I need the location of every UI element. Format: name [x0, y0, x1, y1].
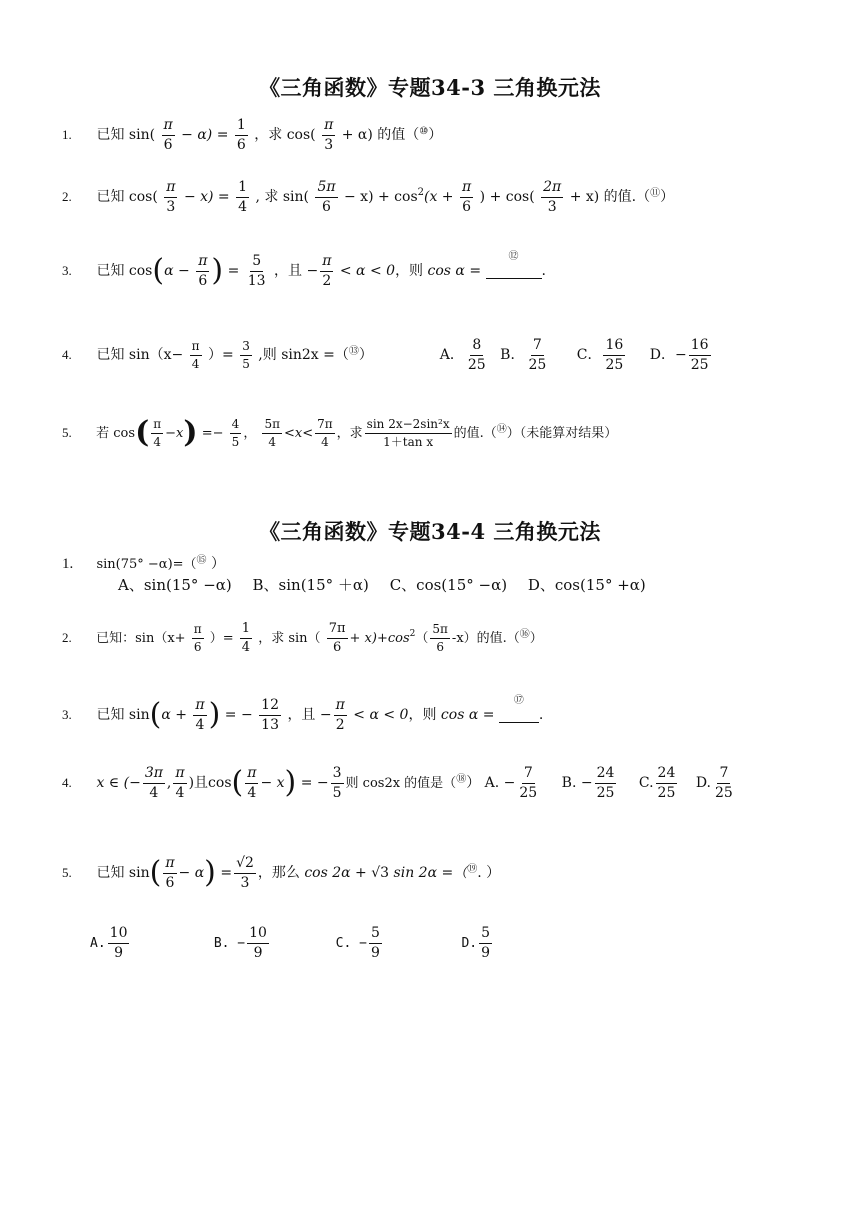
option-d[interactable]: D.	[695, 775, 712, 792]
problem-1-1	[62, 118, 830, 152]
num: π	[334, 698, 347, 716]
problem-number: 2.	[62, 629, 72, 645]
text: ，且	[287, 707, 316, 724]
text: （	[415, 630, 429, 646]
num: 24	[656, 766, 678, 784]
text: -x）的值.（	[451, 630, 520, 646]
math: − x) + cos	[344, 189, 418, 206]
fraction	[196, 254, 209, 288]
fraction	[240, 622, 252, 654]
num: 5	[369, 926, 382, 944]
math: sin(75° −α)=（	[96, 557, 197, 572]
num: 2π	[541, 180, 563, 198]
answer-blank[interactable]	[499, 695, 539, 723]
left-paren: (	[152, 253, 165, 289]
fraction	[517, 766, 539, 800]
circled-number: ⑪	[650, 188, 661, 200]
circled-number: ⑯	[519, 628, 530, 640]
den: 25	[467, 356, 486, 373]
den: 25	[596, 784, 615, 801]
num: 5π	[430, 623, 450, 639]
math: − x) =	[183, 189, 230, 206]
den: 4	[191, 356, 200, 371]
fraction	[541, 180, 563, 214]
math: 若 cos	[96, 425, 136, 441]
den: 25	[657, 784, 676, 801]
left-paren: (	[149, 855, 162, 891]
num: π	[322, 118, 335, 136]
right-paren: )	[284, 765, 297, 801]
den: 9	[370, 944, 380, 961]
fraction	[193, 698, 206, 732]
math: < α < 0	[339, 263, 396, 280]
option-a[interactable]: A、sin(15° −α)	[118, 576, 232, 594]
den: 5	[332, 784, 342, 801]
text: ）	[358, 347, 373, 364]
option-label: B. −	[213, 935, 246, 951]
math: )且	[188, 775, 209, 792]
fraction	[192, 623, 204, 653]
math: cos	[208, 775, 232, 792]
den: 25	[528, 356, 547, 373]
option-a[interactable]: A. −	[484, 775, 516, 792]
num: 5	[250, 254, 263, 272]
fraction	[334, 698, 347, 732]
num: 1	[240, 622, 252, 639]
math: α +	[161, 707, 187, 724]
num: 3π	[143, 766, 165, 784]
math: ）=	[209, 630, 234, 646]
fraction	[262, 418, 282, 448]
math: sin 2α =（	[393, 865, 468, 882]
num: sin 2x−2sin²x	[365, 418, 452, 434]
circled-number: ⑫	[508, 251, 519, 263]
problem-2-1	[62, 556, 830, 572]
den: 4	[321, 434, 329, 449]
math: sin(	[282, 189, 309, 206]
den: 13	[261, 716, 279, 733]
den: 9	[253, 944, 263, 961]
fraction	[466, 338, 488, 372]
text: ，	[243, 425, 257, 441]
math: + x) 的值.（	[569, 189, 651, 206]
den: 4	[195, 716, 205, 733]
den: 4	[247, 784, 257, 801]
math: cos α =	[440, 707, 495, 724]
num: π	[193, 698, 206, 716]
fraction	[331, 766, 344, 800]
text: , 求	[255, 189, 279, 206]
fraction	[173, 766, 186, 800]
problem-number: 2.	[62, 189, 72, 205]
den: 5	[231, 434, 240, 449]
fraction	[259, 698, 281, 732]
circled-number: ⑰	[513, 695, 524, 707]
problem-number: 1.	[62, 556, 74, 572]
option-b[interactable]: B．	[500, 347, 525, 364]
math: = −	[300, 775, 329, 792]
den: 25	[715, 784, 733, 801]
problem-1-3	[62, 251, 830, 289]
right-paren: )	[211, 253, 224, 289]
circled-number: ⑭	[496, 423, 507, 435]
math: =	[227, 263, 240, 280]
text: .	[538, 707, 544, 724]
fraction	[365, 418, 452, 448]
fraction	[320, 254, 333, 288]
fraction	[526, 338, 548, 372]
math: (x +	[424, 189, 454, 206]
answer-blank[interactable]	[486, 251, 542, 279]
math: x ∈ (−	[96, 775, 141, 792]
den: 6	[163, 136, 173, 153]
text: ，求 sin（	[258, 630, 321, 646]
den: 4	[149, 784, 159, 801]
fraction	[603, 338, 625, 372]
section-title-34-3: 《三角函数》专题34-3 三角换元法	[259, 75, 601, 100]
math: − α	[178, 865, 205, 882]
num: 10	[108, 926, 130, 944]
num: π	[162, 118, 175, 136]
math: cos α =	[427, 263, 482, 280]
num: 5π	[262, 418, 282, 434]
circled-number: ⑩	[419, 126, 429, 138]
num: 16	[603, 338, 625, 356]
den: 3	[324, 136, 334, 153]
fraction	[246, 254, 268, 288]
num: 3	[331, 766, 344, 784]
fraction	[163, 856, 176, 890]
problem-2-5	[62, 856, 830, 890]
problem-2-4	[62, 766, 830, 800]
superscript: 2	[417, 187, 424, 199]
num: π	[163, 856, 176, 874]
den: 25	[519, 784, 538, 801]
problem-2-2	[62, 622, 830, 654]
fraction	[190, 340, 202, 370]
option-d[interactable]: D、cos(15° +α)	[527, 576, 646, 594]
den: 3	[166, 198, 176, 215]
den: 6	[193, 639, 202, 654]
den: 6	[462, 198, 472, 215]
fraction	[240, 340, 252, 370]
option-d[interactable]	[461, 926, 494, 960]
section-title-34-4: 《三角函数》专题34-4 三角换元法	[259, 519, 601, 544]
fraction	[656, 766, 678, 800]
math: =−	[201, 425, 224, 441]
text: 则 cos2x 的值是（	[345, 775, 457, 791]
den: 6	[198, 272, 208, 289]
option-a[interactable]: A．	[439, 347, 464, 364]
math: cos(	[286, 127, 316, 144]
text: 已知	[96, 127, 125, 144]
fraction	[315, 418, 335, 448]
text: . ）	[477, 865, 501, 882]
num: π	[173, 766, 186, 784]
problem-number: 4.	[62, 347, 72, 363]
math: <x<	[284, 425, 314, 441]
math: − x	[260, 775, 285, 792]
num: 5	[479, 926, 492, 944]
text: ,则 sin2x =（	[258, 347, 349, 364]
num: 7π	[327, 622, 348, 639]
option-c[interactable]	[336, 926, 454, 960]
text: ，且	[274, 263, 303, 280]
den: 6	[322, 198, 331, 215]
text: ，求	[254, 127, 283, 144]
problem-number: 3.	[62, 263, 72, 279]
math: 已知：sin（x+	[96, 630, 186, 646]
num: 5π	[315, 180, 337, 198]
den: 6	[165, 874, 175, 891]
fraction	[162, 118, 175, 152]
problem-number: 3.	[62, 707, 72, 723]
fraction	[143, 766, 165, 800]
math: cos	[128, 263, 153, 280]
num: 10	[247, 926, 269, 944]
fraction	[151, 418, 163, 448]
problem-2-1-options	[118, 578, 830, 593]
num: π	[320, 254, 333, 272]
problem-2-5-options	[90, 926, 830, 960]
option-c[interactable]: C、cos(15° −α)	[389, 576, 508, 594]
den: 9	[114, 944, 124, 961]
math: cos 2α +	[304, 865, 367, 882]
num: 24	[595, 766, 617, 784]
text: ，则	[408, 707, 437, 724]
right-paren: )	[204, 855, 216, 891]
left-paren: (	[231, 765, 244, 801]
num: π	[196, 254, 209, 272]
num: 3	[240, 340, 252, 356]
num: 12	[259, 698, 281, 716]
math: cos(	[128, 189, 158, 206]
math: −x	[165, 425, 184, 441]
den: 6	[236, 136, 246, 153]
option-b[interactable]	[214, 926, 328, 960]
text: ，求	[336, 425, 363, 441]
num: 7	[522, 766, 535, 784]
problem-number: 5.	[62, 865, 72, 881]
den: 1＋tan x	[383, 434, 434, 449]
den: 5	[242, 356, 250, 371]
superscript: 2	[409, 628, 416, 639]
text: ）	[466, 775, 481, 792]
den: 4	[238, 198, 248, 215]
option-a[interactable]	[90, 926, 206, 960]
text: ，那么	[257, 865, 300, 882]
problem-2-3	[62, 695, 830, 733]
fraction	[230, 418, 242, 448]
fraction	[430, 623, 450, 653]
math: √3	[371, 865, 390, 882]
option-c[interactable]: C．	[576, 347, 602, 364]
den: 2	[335, 716, 345, 733]
circled-number: ⑲	[467, 864, 478, 876]
fraction	[247, 926, 269, 960]
fraction	[460, 180, 473, 214]
fraction	[322, 118, 335, 152]
text: ）	[428, 127, 443, 144]
left-paren: (	[135, 415, 150, 451]
fraction	[315, 180, 337, 214]
den: 25	[690, 356, 709, 373]
fraction	[369, 926, 382, 960]
fraction	[713, 766, 735, 800]
fraction	[327, 622, 348, 654]
math: =	[220, 865, 233, 882]
circled-number: ⑮	[196, 555, 207, 566]
num: 1	[236, 180, 249, 198]
problem-number: 4.	[62, 775, 72, 791]
den: 6	[436, 639, 444, 654]
fraction	[245, 766, 258, 800]
text: 已知	[96, 263, 125, 280]
math: −	[306, 263, 319, 280]
fraction	[234, 856, 256, 890]
den: 4	[268, 434, 277, 449]
left-paren: (	[149, 697, 162, 733]
option-label: A.	[90, 935, 106, 951]
text: 的值.（	[453, 425, 497, 441]
math: ）=	[208, 347, 234, 364]
text: ）	[660, 189, 675, 206]
math: ,	[166, 775, 172, 792]
num: π	[151, 418, 163, 434]
fraction	[108, 926, 130, 960]
den: 6	[332, 639, 342, 655]
fraction	[689, 338, 711, 372]
text: ）	[529, 630, 543, 646]
text: ，则	[395, 263, 424, 280]
fraction	[236, 180, 249, 214]
math: −	[319, 707, 332, 724]
text: 已知	[96, 865, 125, 882]
num: 1	[235, 118, 248, 136]
math: sin	[128, 707, 150, 724]
num: π	[245, 766, 258, 784]
fraction	[479, 926, 492, 960]
num: 4	[230, 418, 242, 434]
num: 16	[689, 338, 711, 356]
math: − α) =	[181, 127, 229, 144]
den: 3	[240, 874, 250, 891]
math: + α) 的值（	[341, 127, 420, 144]
num: 7	[717, 766, 730, 784]
den: 4	[153, 434, 162, 449]
fraction	[595, 766, 617, 800]
problem-1-5	[62, 415, 830, 451]
num: 7π	[315, 418, 335, 434]
math: = −	[224, 707, 253, 724]
num: π	[190, 340, 202, 356]
num: 8	[470, 338, 483, 356]
den: 3	[547, 198, 557, 215]
fraction	[235, 118, 248, 152]
option-b[interactable]: B、sin(15° ＋α)	[252, 576, 369, 594]
problem-number: 5.	[62, 424, 72, 440]
option-label: D.	[461, 935, 478, 951]
option-label: C. −	[335, 935, 367, 951]
text: ）	[206, 556, 225, 572]
den: 13	[247, 272, 266, 289]
den: 2	[322, 272, 332, 289]
text: 已知	[96, 707, 125, 724]
num: π	[460, 180, 473, 198]
option-b[interactable]: B. −	[561, 775, 593, 792]
math: 已知 sin（x−	[96, 347, 184, 364]
problem-1-2	[62, 180, 830, 214]
den: 25	[605, 356, 624, 373]
right-paren: )	[208, 697, 221, 733]
num: π	[192, 623, 204, 639]
den: 4	[175, 784, 185, 801]
den: 9	[481, 944, 491, 961]
right-paren: )	[183, 415, 198, 451]
text: ）（未能算对结果）	[506, 425, 618, 441]
num: √2	[234, 856, 256, 874]
math: + x)+cos	[349, 630, 410, 646]
math: sin(	[128, 127, 156, 144]
option-c[interactable]: C.	[638, 775, 654, 792]
num: π	[164, 180, 177, 198]
den: 4	[241, 639, 251, 655]
math: ) + cos(	[479, 189, 535, 206]
text: 已知	[96, 189, 125, 206]
option-d[interactable]: D．−	[649, 347, 687, 364]
math: sin	[128, 865, 150, 882]
math: < α < 0	[353, 707, 409, 724]
problem-1-4	[62, 338, 830, 372]
num: 7	[531, 338, 544, 356]
math: α −	[164, 263, 190, 280]
circled-number: ⑬	[348, 346, 359, 358]
problem-number: 1.	[62, 127, 72, 143]
fraction	[164, 180, 177, 214]
text: .	[541, 263, 546, 280]
circled-number: ⑱	[456, 774, 467, 786]
